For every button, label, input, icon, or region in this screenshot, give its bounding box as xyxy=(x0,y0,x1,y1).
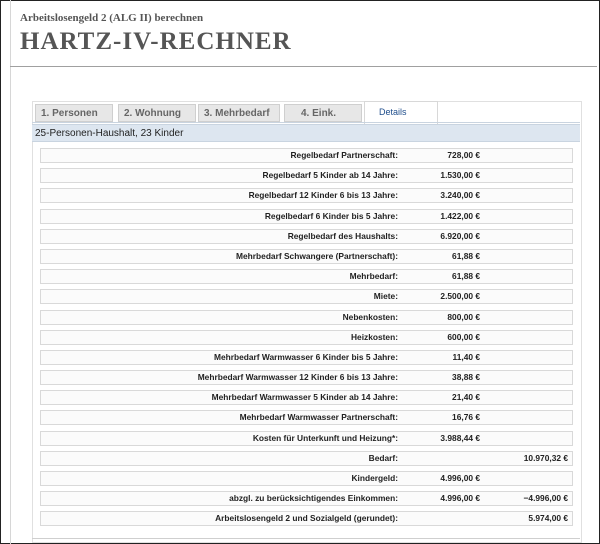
table-row xyxy=(40,350,573,365)
table-row xyxy=(40,168,573,183)
row-label: Kosten für Unterkunft und Heizung*: xyxy=(252,432,398,443)
table-row xyxy=(40,249,573,264)
row-label: Mehrbedarf Warmwasser 5 Kinder ab 14 Jahre: xyxy=(211,392,398,403)
row-value: 3.988,44 € xyxy=(440,432,480,443)
row-label: Mehrbedarf Warmwasser 6 Kinder bis 5 Jahre: xyxy=(213,351,398,362)
table-row xyxy=(40,229,573,244)
table-row xyxy=(40,289,573,304)
row-value: 600,00 € xyxy=(447,331,480,342)
row-label: Bedarf: xyxy=(368,452,398,463)
row-label: Miete: xyxy=(373,291,398,302)
row-value: 4.996,00 € xyxy=(440,473,480,483)
row-label: Kindergeld: xyxy=(351,473,398,483)
row-total: 10.970,32 € xyxy=(523,452,568,463)
row-value: 11,40 € xyxy=(452,351,480,362)
table-row xyxy=(40,330,573,345)
table-row xyxy=(40,431,573,446)
row-label: Regelbedarf 6 Kinder bis 5 Jahre: xyxy=(264,210,398,221)
row-label: Regelbedarf Partnerschaft: xyxy=(290,150,398,160)
table-row xyxy=(40,451,573,466)
row-total: 5.974,00 € xyxy=(528,513,568,524)
table-row xyxy=(40,310,573,325)
row-value: 38,88 € xyxy=(452,372,480,383)
table-row xyxy=(40,511,573,526)
left-divider xyxy=(10,0,11,544)
row-value: 728,00 € xyxy=(447,150,480,160)
row-total: −4.996,00 € xyxy=(523,493,568,504)
row-value: 3.240,00 € xyxy=(440,190,480,201)
row-label: abzgl. zu berücksichtigendes Einkommen: xyxy=(229,493,398,504)
details-table xyxy=(40,148,573,532)
table-row xyxy=(40,209,573,224)
tab-wohnung[interactable]: 2. Wohnung xyxy=(118,104,196,122)
row-value: 61,88 € xyxy=(452,250,480,261)
page-title: HARTZ-IV-RECHNER xyxy=(20,28,292,55)
row-value: 2.500,00 € xyxy=(440,291,480,302)
table-row xyxy=(40,269,573,284)
table-row xyxy=(40,491,573,506)
row-label: Arbeitslosengeld 2 und Sozialgeld (gerundet): xyxy=(215,513,398,524)
row-label: Mehrbedarf Warmwasser 12 Kinder 6 bis 13 Jahre: xyxy=(197,372,398,383)
table-row xyxy=(40,370,573,385)
row-value: 1.422,00 € xyxy=(440,210,480,221)
row-value: 1.530,00 € xyxy=(440,170,480,181)
table-row xyxy=(40,390,573,405)
row-label: Mehrbedarf: xyxy=(349,271,398,282)
tab-underline xyxy=(32,122,580,123)
row-label: Regelbedarf 12 Kinder 6 bis 13 Jahre: xyxy=(248,190,398,201)
table-row xyxy=(40,471,573,486)
row-value: 16,76 € xyxy=(452,412,480,423)
table-row xyxy=(40,188,573,203)
tab-personen[interactable]: 1. Personen xyxy=(35,104,113,122)
panel-bottom-rule xyxy=(32,538,580,539)
row-label: Regelbedarf 5 Kinder ab 14 Jahre: xyxy=(262,170,398,181)
row-value: 4.996,00 € xyxy=(440,493,480,504)
row-label: Nebenkosten: xyxy=(342,311,398,322)
header-divider xyxy=(10,66,597,67)
page-pretitle: Arbeitslosengeld 2 (ALG II) berechnen xyxy=(20,12,204,24)
row-label: Mehrbedarf Warmwasser Partnerschaft: xyxy=(239,412,398,423)
tab-einkommen[interactable]: 4. Eink. xyxy=(284,104,362,122)
row-value: 6.920,00 € xyxy=(440,230,480,241)
tab-details[interactable]: Details xyxy=(364,101,438,124)
row-value: 61,88 € xyxy=(452,271,480,282)
row-value: 21,40 € xyxy=(452,392,480,403)
row-label: Heizkosten: xyxy=(350,331,398,342)
row-label: Regelbedarf des Haushalts: xyxy=(287,230,398,241)
row-label: Mehrbedarf Schwangere (Partnerschaft): xyxy=(236,250,398,261)
household-summary: 25-Personen-Haushalt, 23 Kinder xyxy=(32,124,580,142)
table-row xyxy=(40,148,573,163)
table-row xyxy=(40,410,573,425)
tab-mehrbedarf[interactable]: 3. Mehrbedarf xyxy=(198,104,280,122)
row-value: 800,00 € xyxy=(447,311,480,322)
